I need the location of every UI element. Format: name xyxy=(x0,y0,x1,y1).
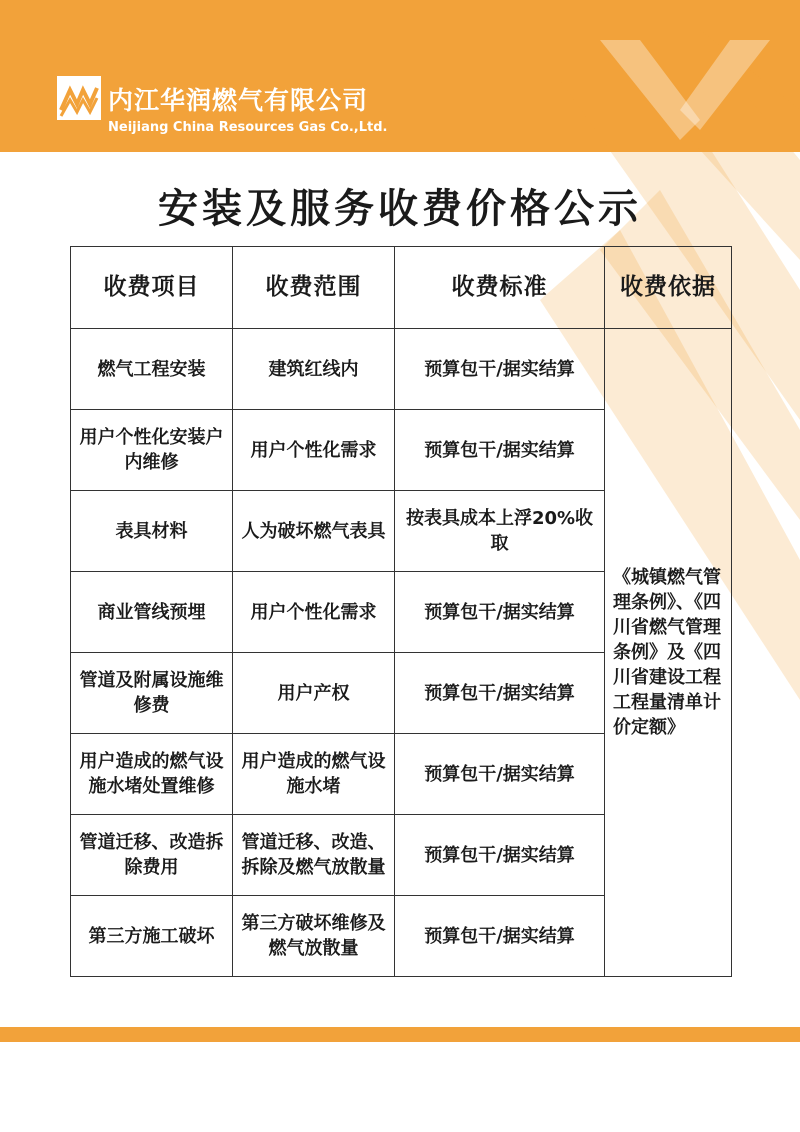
cell-scope: 人为破坏燃气表具 xyxy=(233,491,395,572)
cell-scope: 用户个性化需求 xyxy=(233,572,395,653)
cell-item: 管道迁移、改造拆除费用 xyxy=(71,815,233,896)
cell-item: 表具材料 xyxy=(71,491,233,572)
cell-item: 燃气工程安装 xyxy=(71,329,233,410)
table-header-row xyxy=(71,247,732,329)
cell-scope: 管道迁移、改造、拆除及燃气放散量 xyxy=(233,815,395,896)
cell-standard: 预算包干/据实结算 xyxy=(395,653,605,734)
cell-standard: 预算包干/据实结算 xyxy=(395,329,605,410)
cell-basis: 《城镇燃气管理条例》、《四川省燃气管理条例》及《四川省建设工程工程量清单计价定额》 xyxy=(605,329,732,977)
column-header-standard: 收费标准 xyxy=(395,247,605,329)
cell-scope: 用户个性化需求 xyxy=(233,410,395,491)
fee-table xyxy=(70,246,732,977)
column-header-scope: 收费范围 xyxy=(233,247,395,329)
cell-standard: 预算包干/据实结算 xyxy=(395,410,605,491)
china-resources-logo-icon xyxy=(57,76,101,120)
company-name-cn: 内江华润燃气有限公司 xyxy=(108,86,369,115)
cell-item: 管道及附属设施维修费 xyxy=(71,653,233,734)
cell-standard: 预算包干/据实结算 xyxy=(395,815,605,896)
cell-standard: 预算包干/据实结算 xyxy=(395,896,605,977)
footer-band xyxy=(0,1027,800,1042)
cell-item: 第三方施工破坏 xyxy=(71,896,233,977)
cell-scope: 用户造成的燃气设施水堵 xyxy=(233,734,395,815)
cell-standard: 预算包干/据实结算 xyxy=(395,572,605,653)
column-header-basis: 收费依据 xyxy=(605,247,732,329)
cell-scope: 建筑红线内 xyxy=(233,329,395,410)
table-row xyxy=(71,329,732,410)
cell-scope: 用户产权 xyxy=(233,653,395,734)
cell-item: 用户个性化安装户内维修 xyxy=(71,410,233,491)
cell-item: 商业管线预埋 xyxy=(71,572,233,653)
cell-standard: 按表具成本上浮20%收取 xyxy=(395,491,605,572)
page-title: 安装及服务收费价格公示 xyxy=(158,186,642,232)
column-header-item: 收费项目 xyxy=(71,247,233,329)
cell-standard: 预算包干/据实结算 xyxy=(395,734,605,815)
cell-item: 用户造成的燃气设施水堵处置维修 xyxy=(71,734,233,815)
company-name-en: Neijiang China Resources Gas Co.,Ltd. xyxy=(108,120,388,135)
cell-scope: 第三方破坏维修及燃气放散量 xyxy=(233,896,395,977)
